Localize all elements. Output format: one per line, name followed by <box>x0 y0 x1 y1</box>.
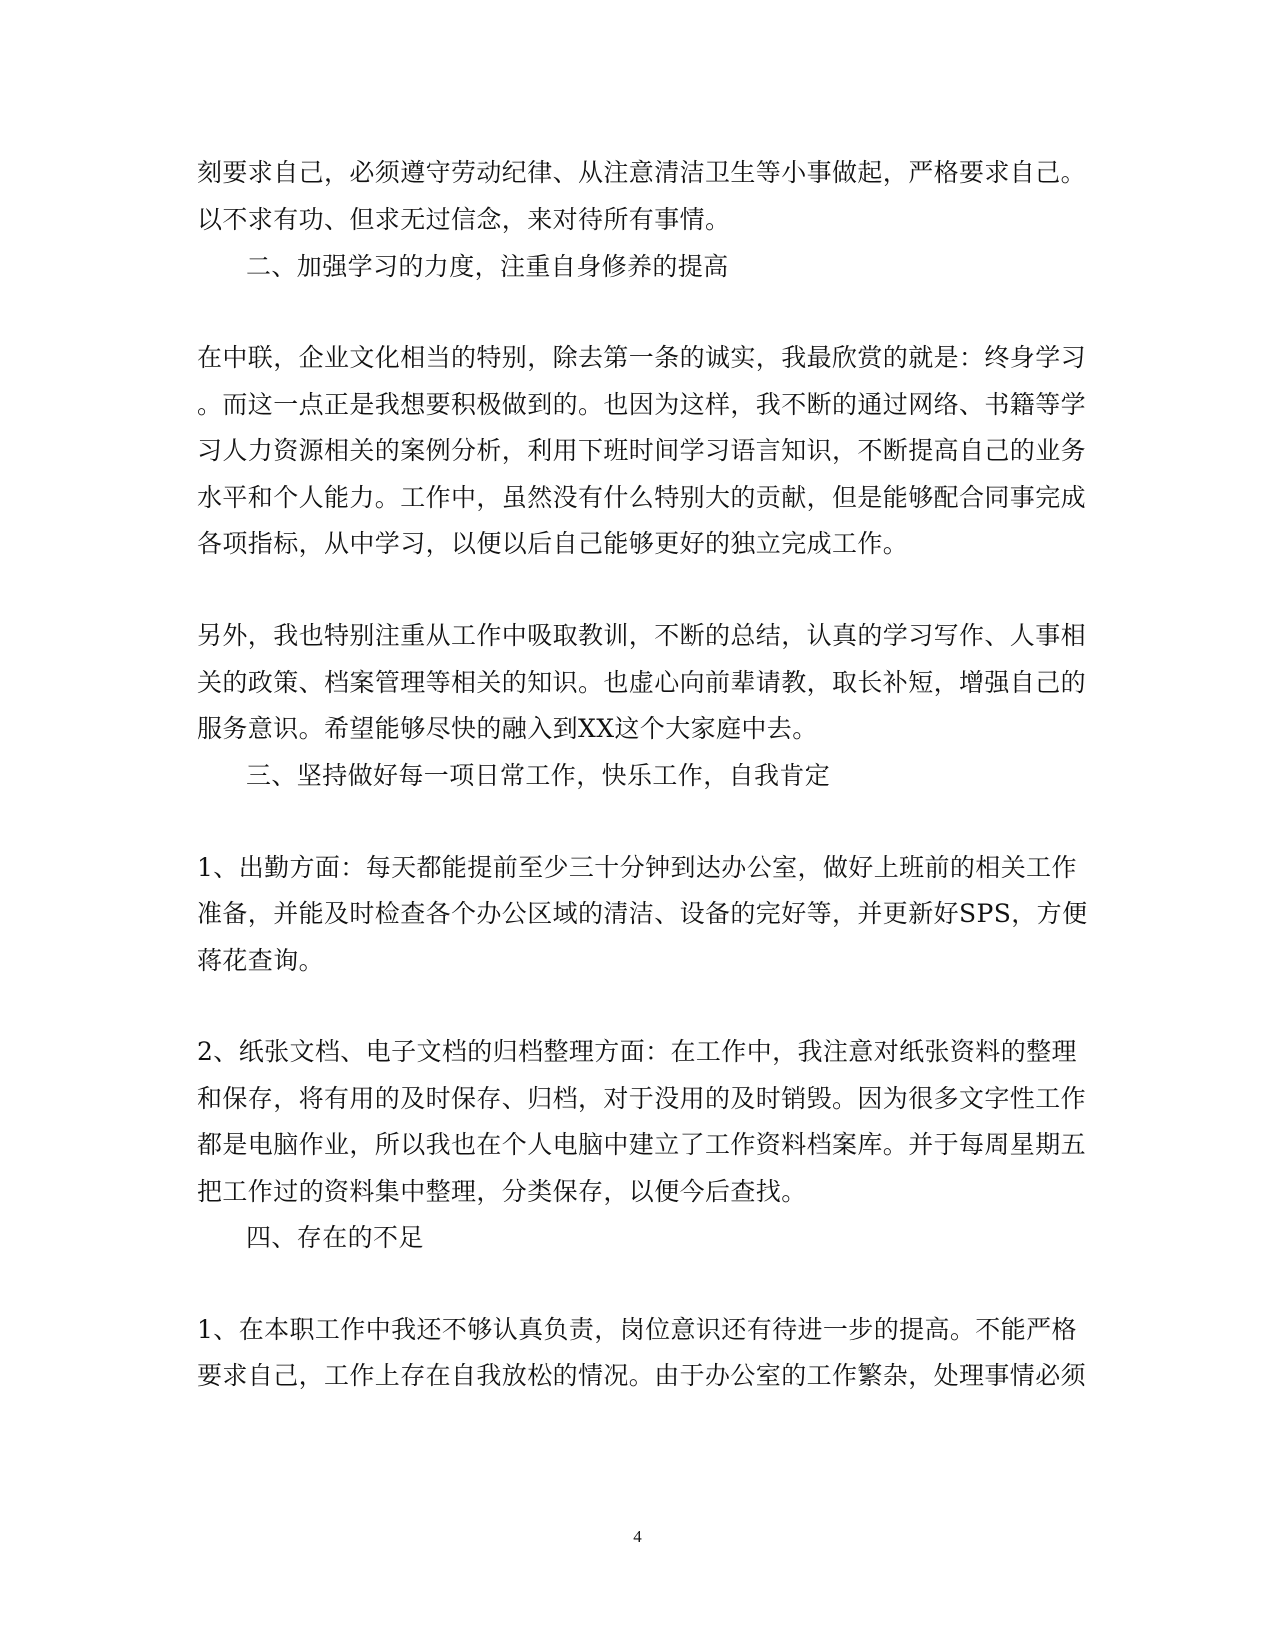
body-text-line: 都是电脑作业，所以我也在个人电脑中建立了工作资料档案库。并于每周星期五 <box>197 1130 1087 1159</box>
page-number: 4 <box>633 1527 642 1546</box>
body-text-line: 习人力资源相关的案例分析，利用下班时间学习语言知识，不断提高自己的业务 <box>197 436 1087 465</box>
body-text-line: 关的政策、档案管理等相关的知识。也虚心向前辈请教，取长补短，增强自己的 <box>197 668 1087 697</box>
body-text-line: 把工作过的资料集中整理，分类保存，以便今后查找。 <box>197 1177 807 1206</box>
body-text-line: 在中联，企业文化相当的特别，除去第一条的诚实，我最欣赏的就是：终身学习 <box>197 343 1087 372</box>
body-text-line: 1、在本职工作中我还不够认真负责，岗位意识还有待进一步的提高。不能严格 <box>197 1315 1077 1344</box>
body-text-line: 服务意识。希望能够尽快的融入到XX这个大家庭中去。 <box>197 714 818 743</box>
body-text-line: 1、出勤方面：每天都能提前至少三十分钟到达办公室，做好上班前的相关工作 <box>197 853 1077 882</box>
section-heading: 四、存在的不足 <box>246 1223 424 1252</box>
body-text-line: 水平和个人能力。工作中，虽然没有什么特别大的贡献，但是能够配合同事完成 <box>197 483 1087 512</box>
body-text-line: 2、纸张文档、电子文档的归档整理方面：在工作中，我注意对纸张资料的整理 <box>197 1037 1077 1066</box>
section-heading: 三、坚持做好每一项日常工作，快乐工作，自我肯定 <box>246 761 831 790</box>
body-text-line: 刻要求自己，必须遵守劳动纪律、从注意清洁卫生等小事做起，严格要求自己。 <box>197 158 1087 187</box>
body-text-line: 和保存，将有用的及时保存、归档，对于没用的及时销毁。因为很多文字性工作 <box>197 1084 1087 1113</box>
body-text-line: 。而这一点正是我想要积极做到的。也因为这样，我不断的通过网络、书籍等学 <box>197 390 1087 419</box>
body-text-line: 要求自己，工作上存在自我放松的情况。由于办公室的工作繁杂，处理事情必须 <box>197 1361 1087 1390</box>
body-text-line: 蒋花查询。 <box>197 946 325 975</box>
body-text-line: 各项指标，从中学习，以便以后自己能够更好的独立完成工作。 <box>197 529 909 558</box>
body-text-line: 准备，并能及时检查各个办公区域的清洁、设备的完好等，并更新好SPS，方便 <box>197 899 1088 928</box>
body-text-line: 另外，我也特别注重从工作中吸取教训，不断的总结，认真的学习写作、人事相 <box>197 621 1087 650</box>
section-heading: 二、加强学习的力度，注重自身修养的提高 <box>246 252 729 281</box>
body-text-line: 以不求有功、但求无过信念，来对待所有事情。 <box>197 205 731 234</box>
